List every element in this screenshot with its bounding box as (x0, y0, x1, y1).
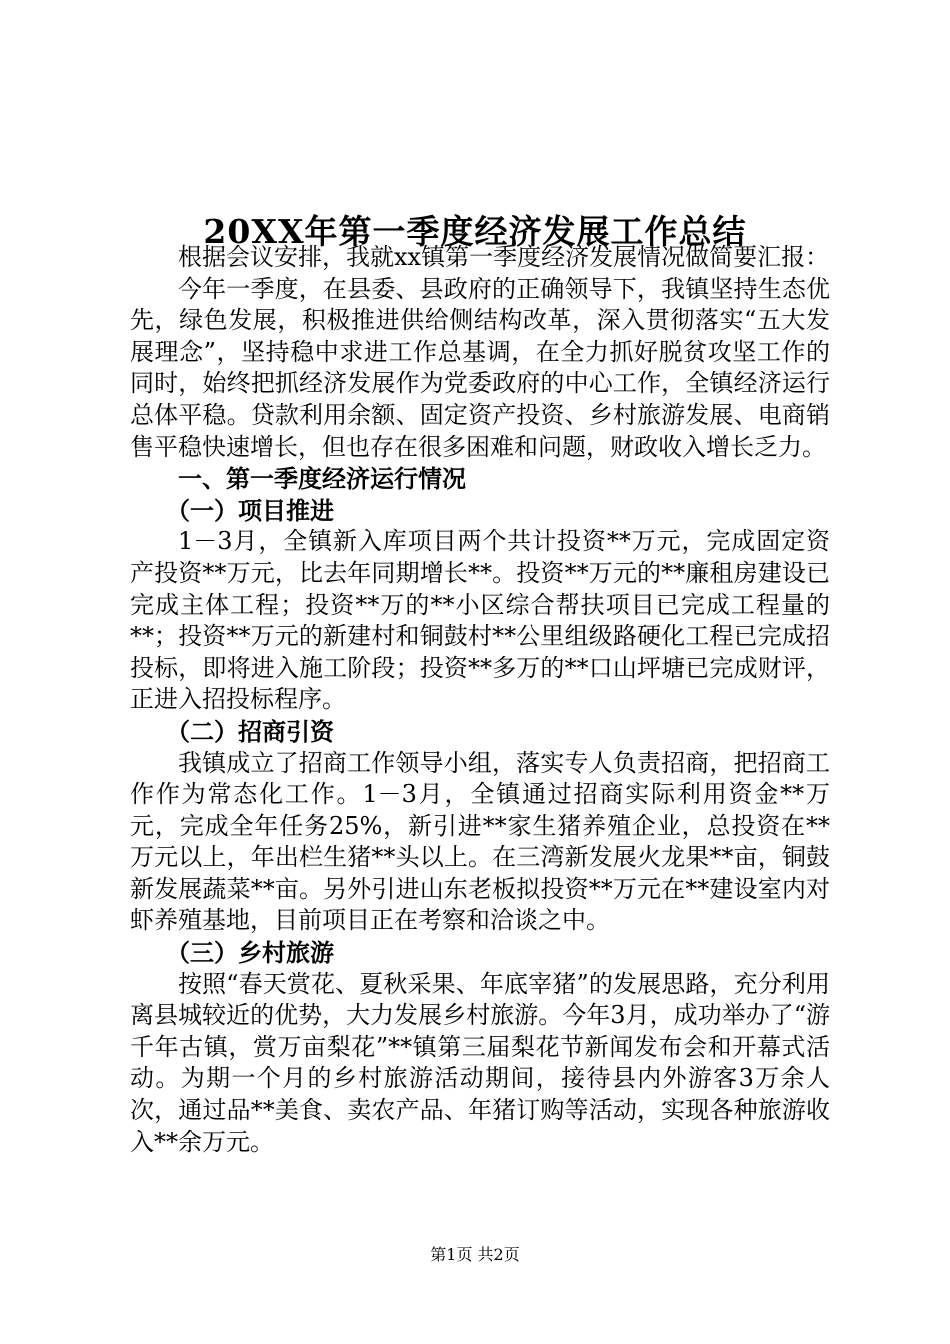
subsection-heading-tourism: （三）乡村旅游 (166, 938, 334, 968)
document-title: 20XX年第一季度经济发展工作总结 (203, 212, 747, 252)
subsection-heading-projects: （一）项目推进 (166, 495, 334, 525)
tourism-paragraph: 按照“春天赏花、夏秋采果、年底宰猪”的发展思路，充分利用离县城较近的优势，大力发展乡村旅游。今年3月，成功举办了“游千年古镇，赏万亩梨花”**镇第三届梨花节新闻发布会和开幕式活动。为期一个月的乡村旅游活动期间，接待县内外游客3万余人次，通过品**美食、卖农产品、年猪订购等活动，实现各种旅游收入**余万元。 (130, 969, 830, 1156)
page-number-footer: 第1页 共2页 (430, 1245, 520, 1264)
projects-paragraph: 1－3月，全镇新入库项目两个共计投资**万元，完成固定资产投资**万元，比去年同期增长**。投资**万元的**廉租房建设已完成主体工程；投资**万的**小区综合帮扶项目已完成工程量的**；投资**万元的新建村和铜鼓村**公里组级路硬化工程已完成招投标，即将进入施工阶段；投资**多万的**口山坪塘已完成财评，正进入招投标程序。 (130, 527, 830, 714)
subsection-heading-investment: （二）招商引资 (166, 716, 334, 746)
section-heading-1: 一、第一季度经济运行情况 (178, 464, 466, 494)
intro-paragraph: 根据会议安排，我就xx镇第一季度经济发展情况做简要汇报： (178, 243, 830, 271)
overview-paragraph: 今年一季度，在县委、县政府的正确领导下，我镇坚持生态优先，绿色发展，积极推进供给侧结构改革，深入贯彻落实“五大发展理念”，坚持稳中求进工作总基调，在全力抓好脱贫攻坚工作的同时，始终把抓经济发展作为党委政府的中心工作，全镇经济运行总体平稳。贷款利用余额、固定资产投资、乡村旅游发展、电商销售平稳快速增长，但也存在很多困难和问题，财政收入增长乏力。 (130, 274, 830, 461)
document-body (130, 242, 830, 1158)
investment-paragraph: 我镇成立了招商工作领导小组，落实专人负责招商，把招商工作作为常态化工作。1－3月，全镇通过招商实际利用资金**万元，完成全年任务25%，新引进**家生猪养殖企业，总投资在**万元以上，年出栏生猪**头以上。在三湾新发展火龙果**亩，铜鼓新发展蔬菜**亩。另外引进山东老板拟投资**万元在**建设室内对虾养殖基地，目前项目正在考察和洽谈之中。 (130, 748, 830, 935)
